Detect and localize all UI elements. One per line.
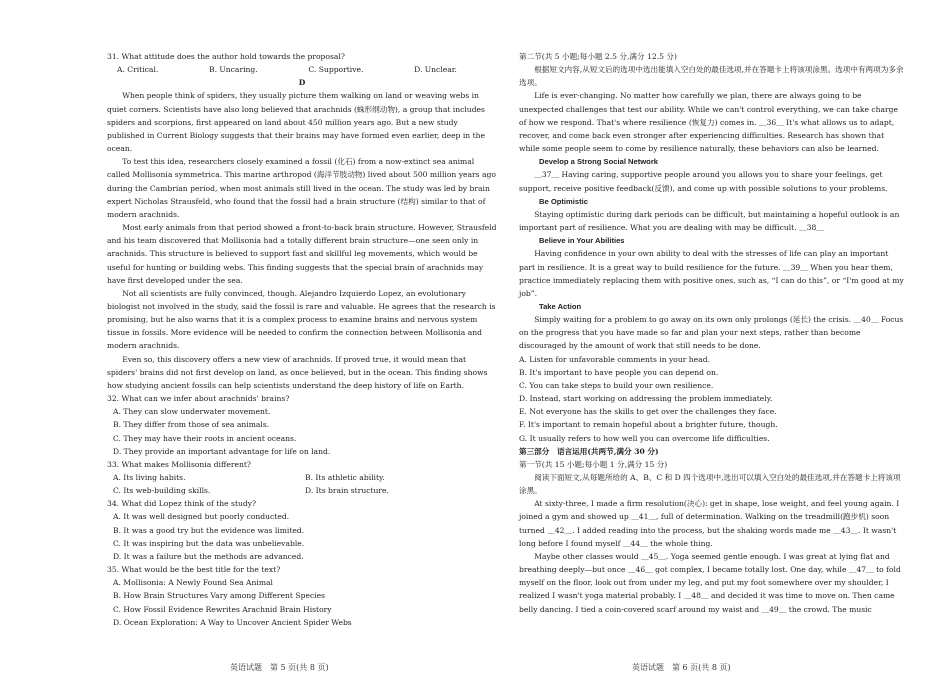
option: C. Its web-building skills. xyxy=(113,486,211,496)
option: D. It was a failure but the methods are advanced. xyxy=(113,551,304,561)
question-32: 32. What can we infer about arachnids' brains? xyxy=(107,394,290,404)
question-31-options xyxy=(107,63,497,76)
passage-paragraph: Life is ever-changing. No matter how carefully we plan, there are always going to be unexpected challenges that test our ability. While we can't control everything, we can take charge of how we respond. That's where resilience (恢复力) comes in. ＿36＿ It's what allows us to adapt, recover, and come back even stronger after experiencing difficulties. Research has shown that while some people seem to come by resilience naturally, these behaviors can also be learned. xyxy=(519,91,899,154)
passage-paragraph: When people think of spiders, they usually picture them walking on land or weaving webs in quiet corners. Scientists have also long believed that arachnids (蛛形纲动物), a group that includes spiders and scorpions, first appeared on land about 450 million years ago. But a new study published in Current Biology suggests that their brains may have formed even earlier, deep in the ocean. xyxy=(107,91,486,154)
option: D. They provide an important advantage for life on land. xyxy=(113,446,331,456)
section-1-title: 第一节(共 15 小题;每小题 1 分,满分 15 分) xyxy=(519,459,668,469)
part-3-title: 第三部分 语言运用(共两节,满分 30 分) xyxy=(519,446,659,456)
passage-paragraph: Not all scientists are fully convinced, though. Alejandro Izquierdo Lopez, an evolutionary biologist not involved in the study, said the fossil is rare and valuable. He agrees that the research is promising, but he also warns that it is a complex process to examine brains and nervous system tissue in fossils. More evidence will be needed to confirm the connection between Mollisonia and modern arachnids. xyxy=(107,288,496,351)
option: C. It was inspiring but the data was unbelievable. xyxy=(113,538,305,548)
passage-paragraph: ＿37＿ Having caring, supportive people around you allows you to share your feelings, get support, receive positive feedback(反馈), and come up with possible solutions to your problems. xyxy=(519,170,888,193)
option: B. Its athletic ability. xyxy=(305,473,385,482)
option: C. They may have their roots in ancient oceans. xyxy=(113,433,297,443)
page-footer-left: 英语试题 第 5 页(共 8 页) xyxy=(230,663,329,672)
option: C. You can take steps to build your own resilience. xyxy=(519,380,714,390)
option: D. Ocean Exploration: A Way to Uncover Ancient Spider Webs xyxy=(113,617,352,627)
right-column xyxy=(519,50,906,616)
option: C. How Fossil Evidence Rewrites Arachnid Brain History xyxy=(113,604,332,614)
option: E. Not everyone has the skills to get over the challenges they face. xyxy=(519,407,777,417)
passage-paragraph: Even so, this discovery offers a new view of arachnids. If proved true, it would mean that spiders' brains did not first develop on land, as once believed, but in the ocean. This finding shows how studying ancient fossils can help scientists understand the deep history of life on Earth. xyxy=(107,354,488,390)
cloze-paragraph: Maybe other classes would ＿45＿. Yoga seemed gentle enough. I was great at lying flat and breathing deeply—but once ＿46＿ got complex, I became totally lost. One day, while ＿47＿ to fold myself on the floor, look out from under my leg, and put my foot somewhere over my shoulder, I realized I wasn't yoga material probably. I ＿48＿ and decided it was time to move on. Then came belly dancing. I tied a coin-covered scarf around my waist and ＿49＿ the crowd. The music xyxy=(519,551,901,614)
subheading: Take Action xyxy=(539,301,582,311)
passage-paragraph: Having confidence in your own ability to deal with the stresses of life can play an important part in resilience. It is a great way to build resilience for the future. ＿39＿ When you hear them, practice immediately replacing them with positive ones, such as, “I can do this”, or “I'm good at my job”. xyxy=(519,249,904,298)
option: D. Its brain structure. xyxy=(305,486,389,496)
option: B. Uncaring. xyxy=(208,65,258,75)
section-1-instructions: 阅读下面短文,从每题所给的 A、B、C 和 D 四个选项中,选出可以填入空白处的最佳选项,并在答题卡上将该项涂黑。 xyxy=(519,473,901,496)
left-column xyxy=(107,50,497,629)
option: A. Mollisonia: A Newly Found Sea Animal xyxy=(113,578,273,588)
option: A. They can slow underwater movement. xyxy=(113,407,271,417)
passage-paragraph: Simply waiting for a problem to go away on its own only prolongs (延长) the crisis. ＿40＿ Focus on the progress that you have made so far and plan your next steps, rather than become discouraged by the amount of work that still needs to be done. xyxy=(519,315,904,351)
passage-paragraph: Most early animals from that period showed a front-to-back brain structure. However, Strausfeld and his team discovered that Mollisonia had a totally different brain structure—one seen only in arachnids. This structure is believed to support fast and skillful leg movements, which would be useful for hunting or building webs. This finding suggests that the special brain of arachnids may have first developed under the sea. xyxy=(107,223,497,285)
question-33: 33. What makes Mollisonia different? xyxy=(107,459,251,469)
option: A. Its living habits. xyxy=(113,473,186,482)
section-2-title: 第二节(共 5 小题;每小题 2.5 分,满分 12.5 分) xyxy=(519,52,677,61)
option: F. It's important to remain hopeful about a brighter future, though. xyxy=(519,420,778,430)
question-35: 35. What would be the best title for the text? xyxy=(107,565,281,575)
question-31: 31. What attitude does the author hold towards the proposal? xyxy=(107,52,345,61)
passage-paragraph: Staying optimistic during dark periods can be difficult, but maintaining a hopeful outlook is an important part of resilience. What you are dealing with may be difficult. ＿38＿ xyxy=(519,209,900,233)
passage-paragraph: To test this idea, researchers closely examined a fossil (化石) from a now-extinct sea animal called Mollisonia symmetrica. This marine arthropod (海洋节肢动物) lived about 500 million years ago during the Cambrian period, when most animals still lived in the ocean. The study was led by brain expert Nicholas Strausfeld, who found that the fossil had a brain structure (结构) similar to that of modern arachnids. xyxy=(107,157,496,219)
option: G. It usually refers to how well you can overcome life difficulties. xyxy=(519,433,770,443)
option: B. They differ from those of sea animals. xyxy=(113,420,270,430)
question-34: 34. What did Lopez think of the study? xyxy=(107,499,257,509)
question-33-options xyxy=(107,471,497,497)
cloze-paragraph: At sixty-three, I made a firm resolution(决心): get in shape, lose weight, and feel young again. I joined a gym and showed up ＿41＿, full of determination. Walking on the treadmill(跑步机) soon turned ＿42＿. I added reading into the process, but the shaking words made me ＿43＿. It wasn't long before I found myself ＿44＿ the whole thing. xyxy=(519,499,900,548)
section-2-instructions: 根据短文内容,从短文后的选项中选出能填入空白处的最佳选项,并在答题卡上将该项涂黑。选项中有两项为多余选项。 xyxy=(519,65,904,88)
subheading: Develop a Strong Social Network xyxy=(539,157,658,167)
subheading: Believe in Your Abilities xyxy=(539,236,625,246)
option: B. It was a good try but the evidence was limited. xyxy=(113,525,305,535)
option: A. It was well designed but poorly conducted. xyxy=(113,512,290,522)
subheading: Be Optimistic xyxy=(539,196,588,206)
passage-label: D xyxy=(298,78,306,88)
option: D. Instead, start working on addressing the problem immediately. xyxy=(519,394,773,404)
option: B. How Brain Structures Vary among Different Species xyxy=(113,591,326,601)
page-footer-right: 英语试题 第 6 页(共 8 页) xyxy=(632,663,731,672)
option: A. Critical. xyxy=(117,65,159,75)
option: A. Listen for unfavorable comments in your head. xyxy=(519,354,710,364)
option: C. Supportive. xyxy=(308,65,364,75)
option: B. It's important to have people you can depend on. xyxy=(519,367,719,377)
option: D. Unclear. xyxy=(414,65,457,75)
